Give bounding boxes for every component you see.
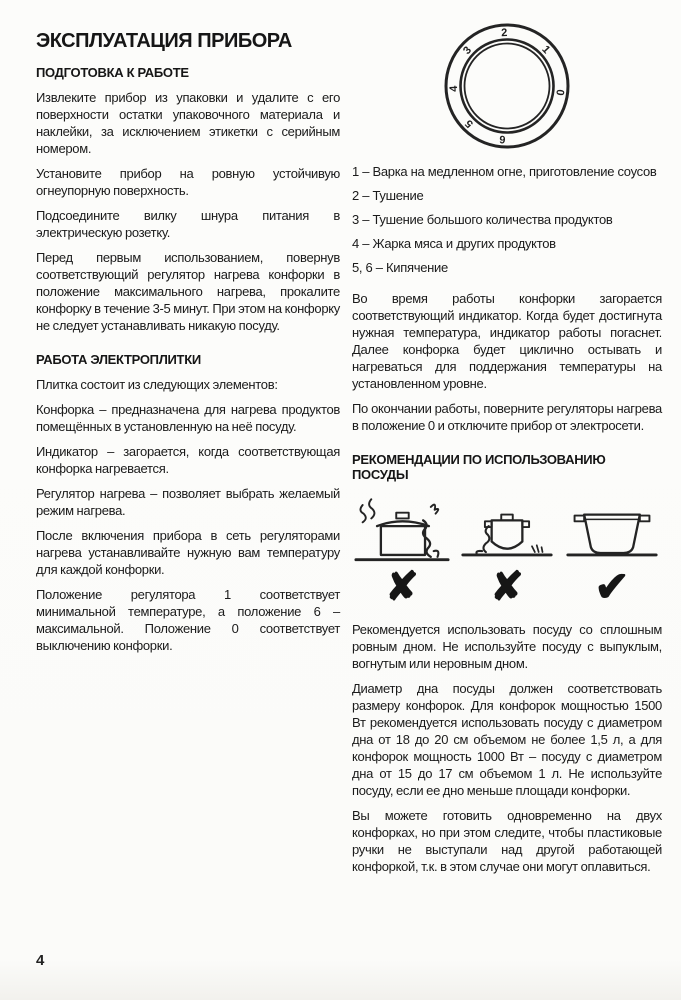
list-item: 5, 6 – Кипячение (352, 260, 448, 275)
paragraph: Конфорка – предназначена для нагрева продуктов помещённых в установленную на неё посуду. (36, 402, 340, 434)
paragraph: Установите прибор на ровную устойчивую огнеупорную поверхность. (36, 166, 340, 198)
dial-label-0: 0 (553, 88, 566, 97)
dial-label-3: 3 (461, 44, 475, 57)
dial-label-4: 4 (447, 85, 461, 93)
paragraph: Регулятор нагрева – позволяет выбрать желаемый режим нагрева. (36, 486, 340, 518)
left-column (36, 30, 340, 662)
cookware-pictograms (352, 491, 662, 609)
dial-settings-list (352, 160, 662, 280)
pot-convex-bottom-icon (459, 491, 555, 567)
heat-regulator-dial-illustration (352, 20, 662, 154)
paragraph: Рекомендуется использовать посуду со сплошным ровным дном. Не используйте посуду с выпуклым, вогнутым или неровным дном. (352, 622, 662, 671)
paragraph: По окончании работы, поверните регуляторы нагрева в положение 0 и отключите прибор от электросети. (352, 401, 662, 433)
paragraph: Положение регулятора 1 соответствует минимальной температуре, а положение 6 – максимальной. Положение 0 соответствует выключению конфорки. (36, 587, 340, 653)
pot-flat-bottom-icon (564, 491, 660, 567)
pictogram-flat-bottom (564, 491, 660, 609)
paragraph: Подсоедините вилку шнура питания в электрическую розетку. (36, 208, 340, 240)
paragraph: Вы можете готовить одновременно на двух конфорках, но при этом следите, чтобы пластиковые ручки не выступали над другой работающей конфоркой, т.к. в этом случае они могут оплавиться. (352, 808, 662, 874)
page-number: 4 (36, 952, 45, 969)
paragraph: Диаметр дна посуды должен соответствовать размеру конфорок. Для конфорок мощностью 1500 Вт рекомендуется использовать посуду с диаметром дна от 18 до 20 см объемом не более 1,5 л, а для конфорок мощность 1000 Вт – посуду с диаметром дна от 15 до 17 см объемом 1 л. Не используйте посуду, если ее дно меньше площади конфорки. (352, 681, 662, 798)
paragraph: Плитка состоит из следующих элементов: (36, 377, 278, 392)
paragraph: Перед первым использованием, повернув соответствующий регулятор нагрева конфорки в положение максимального нагрева, прокалите конфорку в течение 3-5 минут. При этом на конфорку не следует устанавливать никакую посуду. (36, 250, 340, 333)
right-column (352, 20, 662, 883)
list-item: 3 – Тушение большого количества продуктов (352, 212, 613, 227)
section-heading-preparation: ПОДГОТОВКА К РАБОТЕ (36, 65, 189, 80)
dial-label-1: 1 (539, 43, 553, 57)
dial-label-5: 5 (463, 117, 476, 130)
paragraph: После включения прибора в сеть регуляторами нагрева устанавливайте нужную вам температуру для каждой конфорки. (36, 528, 340, 577)
cross-mark-icon: ✘ (490, 565, 524, 609)
dial-icon (437, 20, 577, 152)
pictogram-convex-bottom (459, 491, 555, 609)
page-title: ЭКСПЛУАТАЦИЯ ПРИБОРА (36, 30, 292, 52)
list-item: 2 – Тушение (352, 188, 424, 203)
list-item: 4 – Жарка мяса и других продуктов (352, 236, 556, 251)
dial-label-6: 6 (498, 132, 506, 146)
paragraph: Извлеките прибор из упаковки и удалите с его поверхности остатки упаковочного материала и наклейки, за исключением этикетки с серийным номером. (36, 90, 340, 156)
paragraph: Индикатор – загорается, когда соответствующая конфорка нагревается. (36, 444, 340, 476)
pictogram-boiling-over (354, 491, 450, 609)
section-heading-cookware: РЕКОМЕНДАЦИИ ПО ИСПОЛЬЗОВАНИЮ ПОСУДЫ (352, 452, 606, 482)
paragraph: Во время работы конфорки загорается соответствующий индикатор. Когда будет достигнута нужная температура, индикатор работы погаснет. Далее конфорка будет циклично остывать и нагреваться для поддержания температуры на установленном уровне. (352, 291, 662, 391)
dial-label-2: 2 (500, 26, 508, 40)
cross-mark-icon: ✘ (385, 565, 419, 609)
section-heading-operation: РАБОТА ЭЛЕКТРОПЛИТКИ (36, 352, 201, 367)
check-mark-icon: ✔ (594, 563, 630, 610)
list-item: 1 – Варка на медленном огне, приготовление соусов (352, 164, 657, 179)
pot-boiling-over-icon (354, 491, 450, 567)
